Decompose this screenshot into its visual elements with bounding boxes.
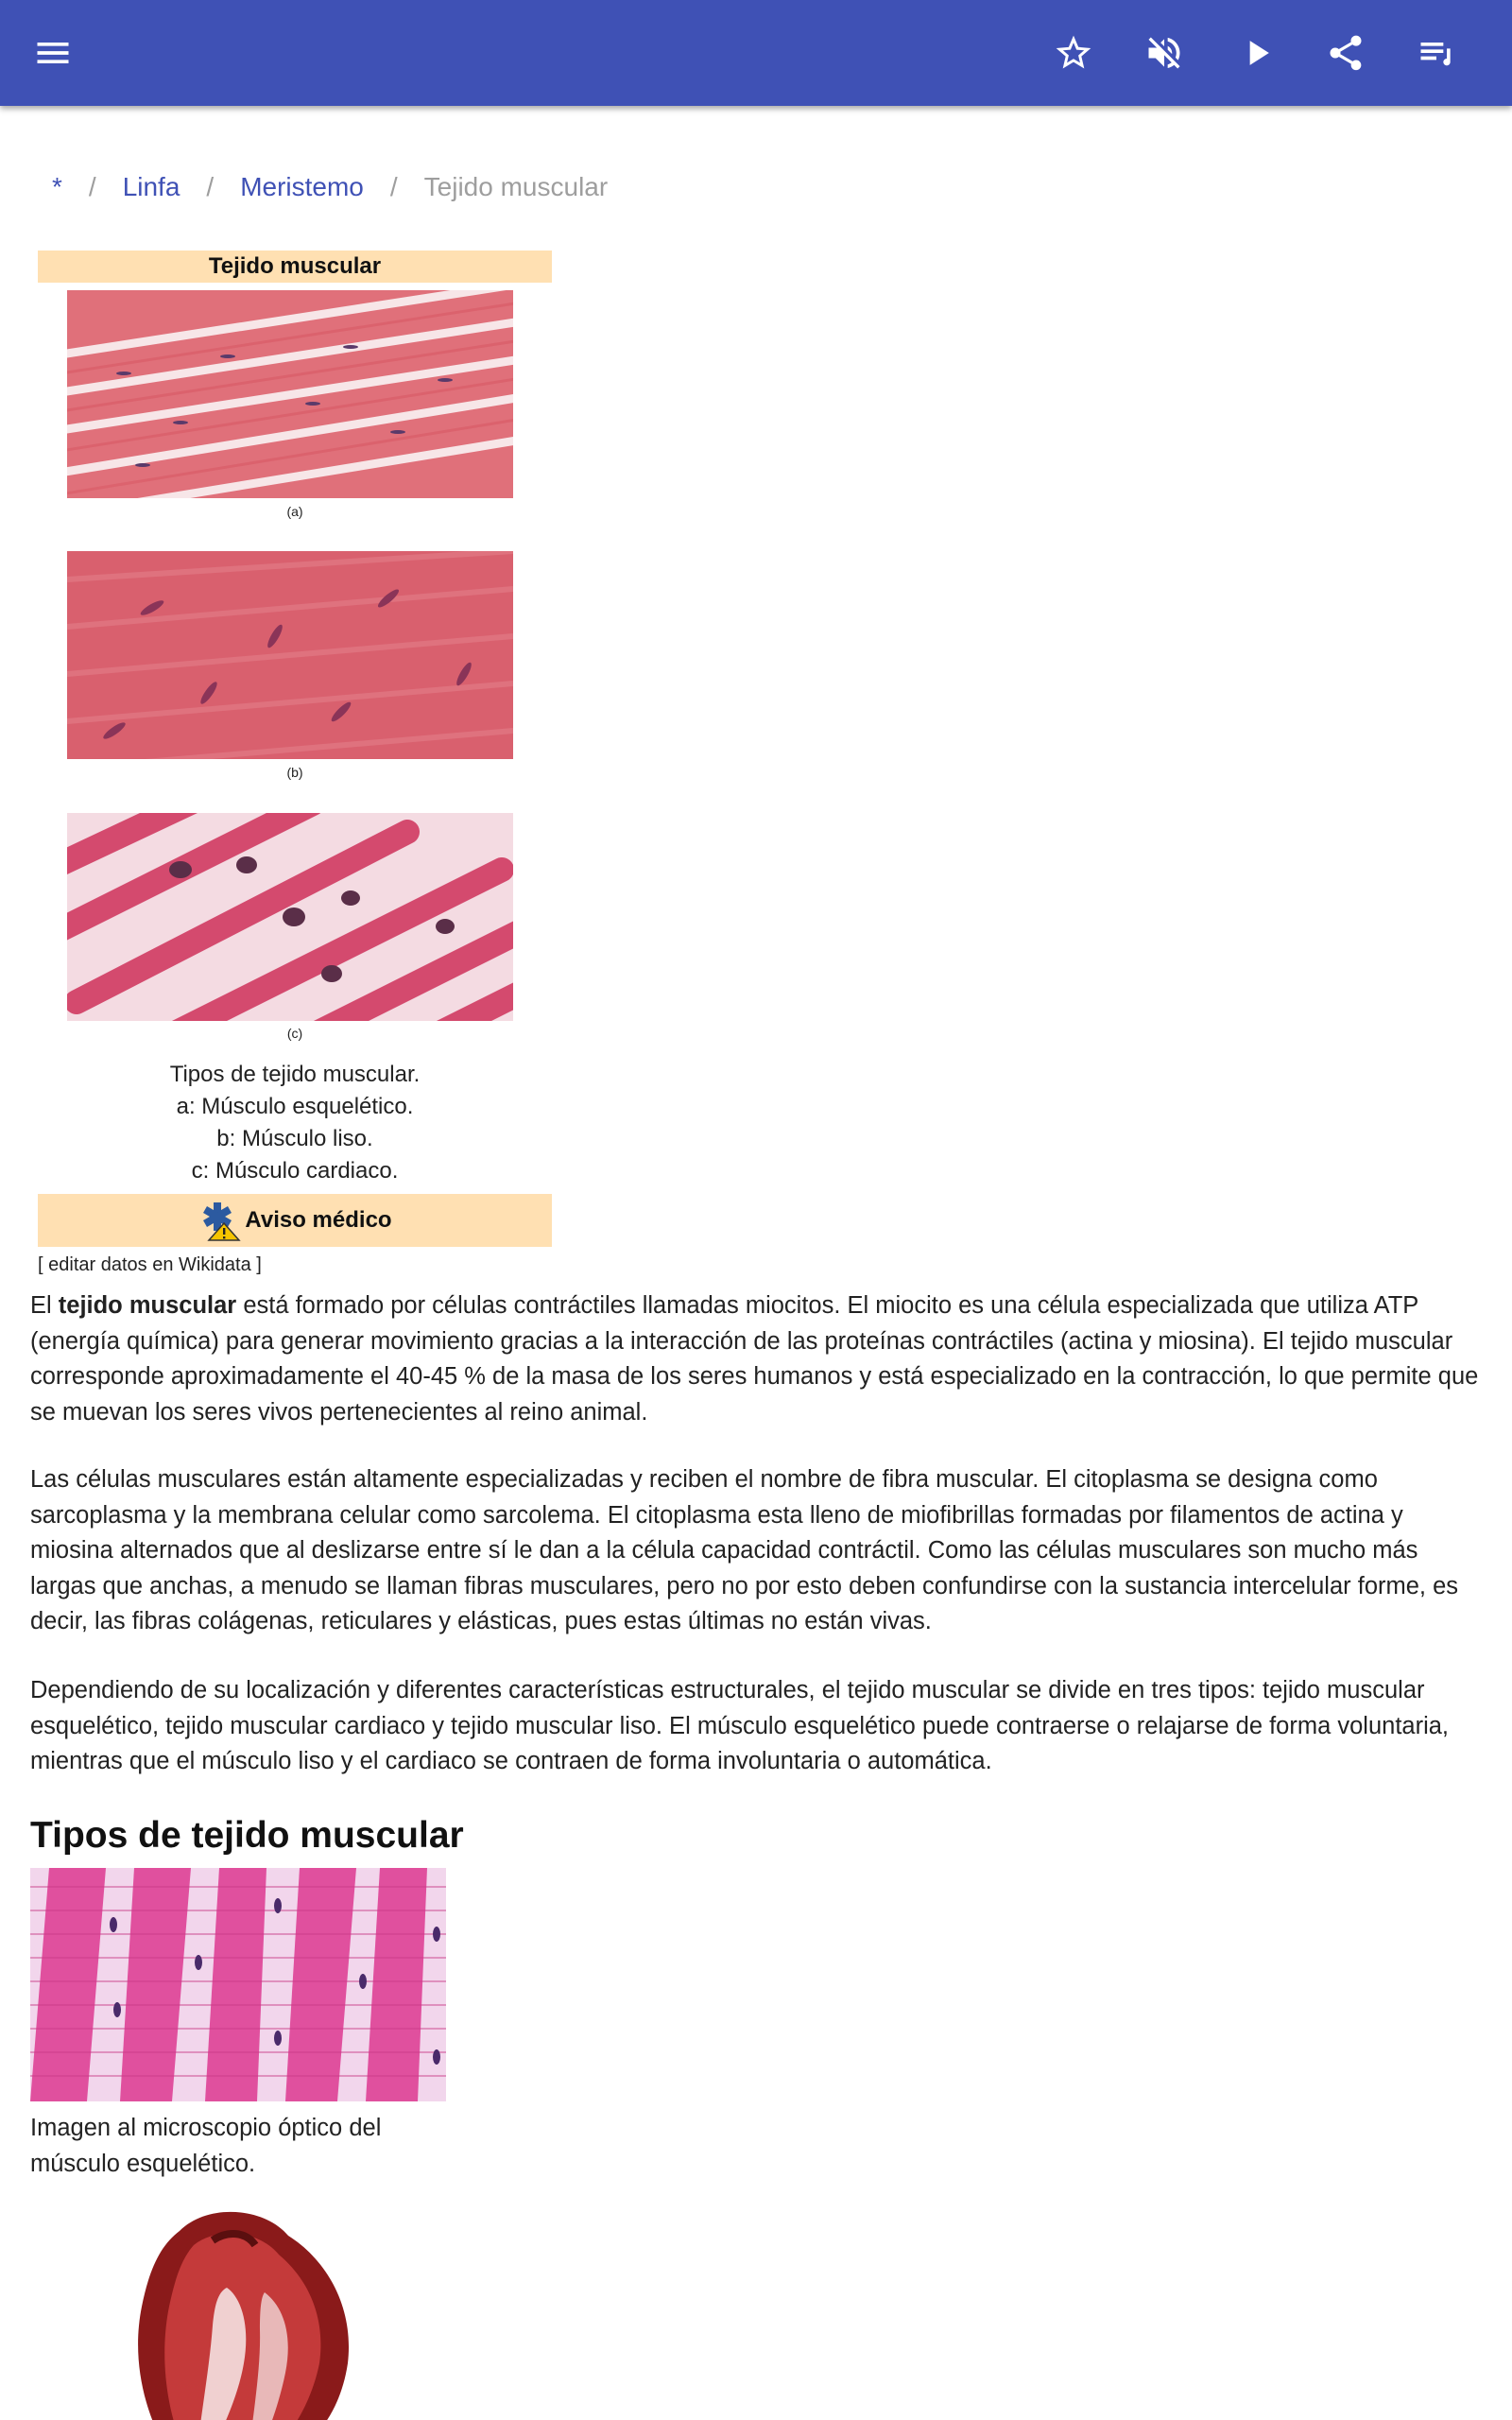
image-label-c: (c) <box>286 1026 303 1041</box>
playlist-icon[interactable] <box>1410 26 1463 79</box>
heart-image[interactable] <box>123 2203 359 2420</box>
edit-wikidata-link[interactable]: editar datos en Wikidata <box>48 1254 251 1275</box>
star-outline-icon[interactable] <box>1047 26 1100 79</box>
medical-warning-label: Aviso médico <box>245 1207 392 1233</box>
volume-off-icon[interactable] <box>1138 26 1191 79</box>
cardiac-muscle-image[interactable] <box>67 813 513 1021</box>
breadcrumb-separator: / <box>389 172 398 201</box>
app-bar <box>0 0 1512 106</box>
paragraph-3 <box>30 1673 1486 1780</box>
edit-bracket: ] <box>250 1254 262 1275</box>
paragraph-text: Las células musculares están altamente especializadas y reciben el nombre de fibra muscular. El citoplasma se designa como sarcoplasma y la membrana celular como sarcolema. El citoplasma esta lleno de miofibrillas formadas por filamentos de actina y miosina alternados que al deslizarse entre sí le dan a la célula capacidad contráctil. Como las células musculares son mucho más largas que anchas, a menudo se llaman fibras musculares, pero no por esto deben confundirse con la sustancia intercelular forme, es decir, las fibras colágenas, reticulares y elásticas, pues estas últimas no están vivas. <box>30 1466 1459 1634</box>
breadcrumb <box>52 168 608 206</box>
smooth-muscle-image[interactable] <box>67 551 513 759</box>
paragraph-2 <box>30 1462 1486 1640</box>
caption-line: a: Músculo esquelético. <box>176 1094 414 1119</box>
medical-warning-icon <box>198 1199 241 1242</box>
image-label-b: (b) <box>286 765 303 780</box>
text-span: El <box>30 1292 59 1319</box>
breadcrumb-separator: / <box>206 172 215 201</box>
bold-term: tejido muscular <box>58 1292 237 1319</box>
caption-line: Tipos de tejido muscular. <box>169 1062 421 1087</box>
breadcrumb-meristemo[interactable]: Meristemo <box>240 172 364 201</box>
medical-warning[interactable] <box>38 1194 552 1247</box>
breadcrumb-current: Tejido muscular <box>423 172 609 201</box>
edit-bracket: [ <box>38 1254 49 1275</box>
share-icon[interactable] <box>1319 26 1372 79</box>
caption-line: c: Músculo cardiaco. <box>191 1158 399 1184</box>
paragraph-1 <box>30 1288 1486 1430</box>
caption-line: b: Músculo liso. <box>216 1126 373 1151</box>
infobox-caption <box>38 1059 552 1187</box>
edit-wikidata <box>38 1254 262 1276</box>
image-label-a: (a) <box>286 504 303 519</box>
gallery-caption: Imagen al microscopio óptico del músculo esquelético. <box>30 2115 382 2177</box>
breadcrumb-home[interactable]: * <box>52 172 62 201</box>
skeletal-micrograph-image[interactable] <box>30 1868 446 2101</box>
breadcrumb-separator: / <box>88 172 96 201</box>
section-heading: Tipos de tejido muscular <box>30 1815 464 1856</box>
play-icon[interactable] <box>1230 26 1283 79</box>
breadcrumb-linfa[interactable]: Linfa <box>122 172 180 201</box>
paragraph-text: Dependiendo de su localización y diferentes características estructurales, el tejido muscular se divide en tres tipos: tejido muscular esquelético, tejido muscular cardiaco y tejido muscular liso. El músculo esquelético puede contraerse o relajarse de forma voluntaria, mientras que el músculo liso y el cardiaco se contraen de forma involuntaria o automática. <box>30 1677 1450 1774</box>
infobox-title: Tejido muscular <box>38 251 552 283</box>
skeletal-muscle-image[interactable] <box>67 290 513 498</box>
infobox <box>38 251 552 1275</box>
menu-icon[interactable] <box>26 26 79 79</box>
text-span: está formado por células contráctiles llamadas miocitos. El miocito es una célula especializada que utiliza ATP (energía química) para generar movimiento gracias a la interacción de las proteínas contráctiles (actina y miosina). El tejido muscular corresponde aproximadamente el 40-45 % de la masa de los seres humanos y está especializado en la contracción, lo que permite que se muevan los seres vivos pertenecientes al reino animal. <box>30 1292 1479 1426</box>
